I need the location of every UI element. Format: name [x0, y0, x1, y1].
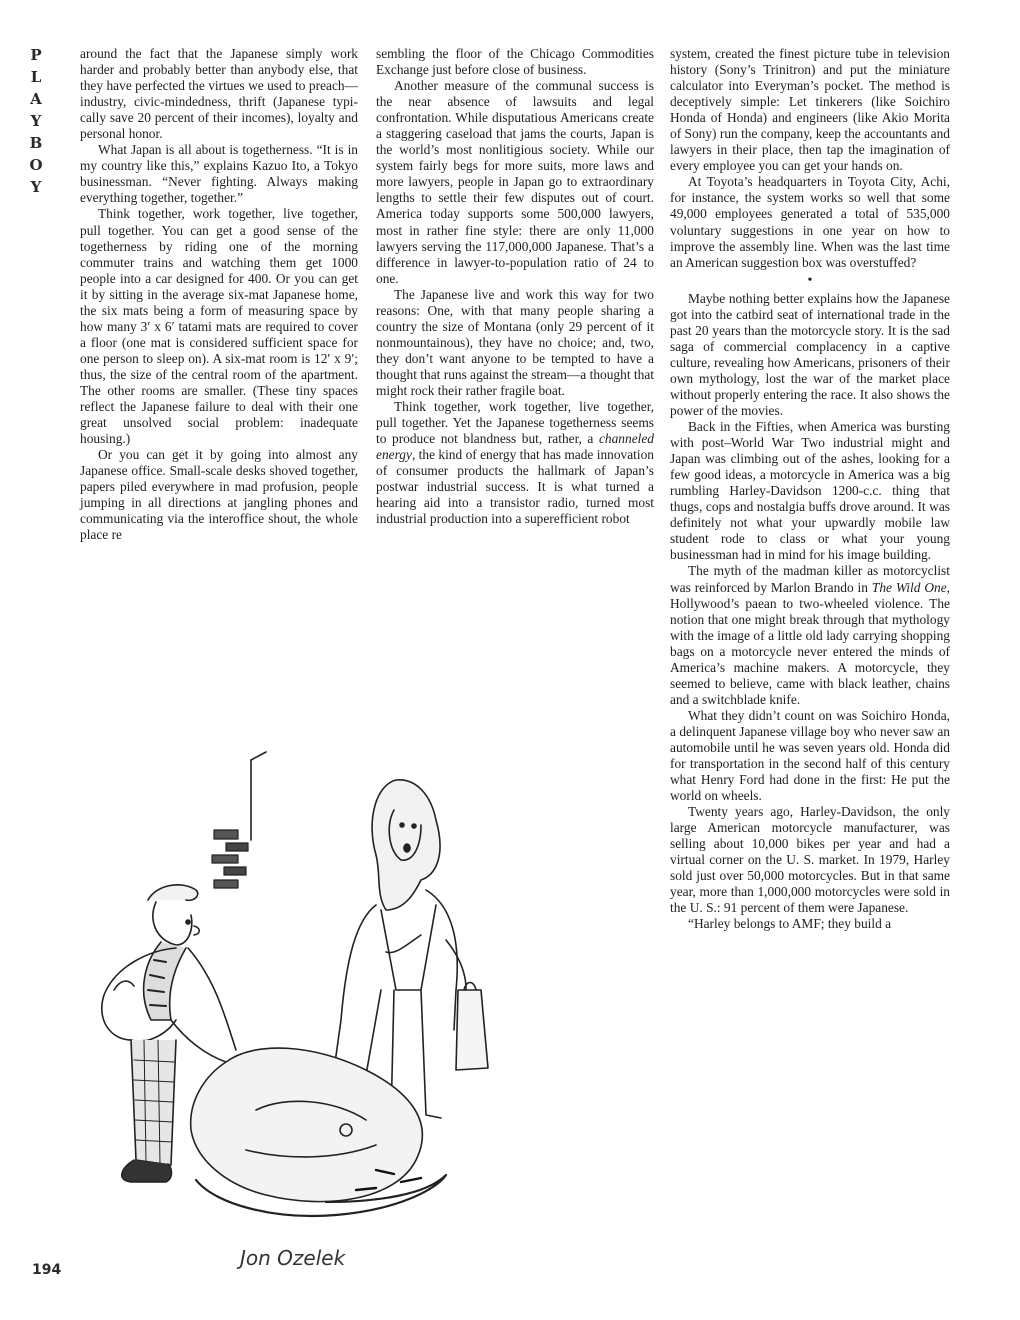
paragraph: system, created the finest picture tube in television history (Sony’s Trinitron) and put the miniature calculator into Everyman’s pocket. The method is deceptively simple: Let tinkerers (like Soichiro Honda of Honda) and engineers (like Akio Morita of Sony) run the company, keep the accountants and lawyers in their place, then tap the imagination of every employee you can get your hands on. [670, 46, 950, 174]
running-head-letter: B [29, 134, 43, 152]
paragraph: Or you can get it by going into almost any Japanese office. Small-scale desks shoved together, papers piled everywhere in mad profusion, people jumping in all directions at jangling phones and communicating via the interoffice shout, the whole place re [80, 447, 358, 543]
brick-wall [212, 830, 248, 888]
paragraph: Think together, work together, live together, pull together. You can get a good sense of the togetherness by riding one of the morning commuter trains and watching them get 1000 people into a car designed for 400. Or you can get it by sitting in the average six-mat Japanese home, the six mats being a form of measuring space by how many 3′ x 6′ tatami mats are required to cover a floor (one mat is considered sufficient space for one person to sleep on). A six-mat room is 12′ x 9′; thus, the size of the central room of the apartment. The other rooms are smaller. (These tiny spaces reflect the Japanese failure to deal with their one great unsolved social problem: inadequate housing.) [80, 206, 358, 447]
text-column-2 [376, 46, 654, 527]
paragraph: Another measure of the communal success is the near absence of lawsuits and legal confrontation. While disputatious Americans create a staggering caseload that jams the courts, Japan is the world’s most nonlitigious society. While our system fairly begs for more suits, more laws and more lawyers, people in Japan go to extraordinary lengths to settle their few disputes out of court. America today supports some 500,000 lawyers, most in rather fine style: there are only 11,000 lawyers serving the 117,000,000 Japanese. That’s a difference in lawyer-to-population ratio of 24 to one. [376, 78, 654, 286]
running-head-letter: A [30, 90, 42, 108]
running-head-letter: Y [30, 112, 42, 130]
cartoon-illustration [76, 690, 646, 1290]
paragraph: What Japan is all about is togetherness. “It is in my country like this,” explains Kazuo Ito, a Tokyo businessman. “Never fighting. Always making everything together, together.” [80, 142, 358, 206]
paragraph: The Japanese live and work this way for two reasons: One, with that many people sharing a country the size of Montana (only 29 percent of it nonmountainous), they have no choice; and, two, they don’t want anyone to be tempted to have a thought that runs against the stream—a thought that might rock their rather fragile boat. [376, 286, 654, 398]
artist-signature: Jon Ozelek [240, 1246, 346, 1270]
paragraph: sembling the floor of the Chicago Commodities Exchange just before close of business. [376, 46, 654, 78]
section-break: • [807, 272, 813, 288]
running-head-letter: Y [30, 178, 42, 196]
paragraph: What they didn’t count on was Soichiro Honda, a delinquent Japanese village boy who never saw an automobile until he was seven years old. Honda did for transportation in the second half of this century what Henry Ford had done in the first: He put the world on wheels. [670, 707, 950, 804]
paragraph: Maybe nothing better explains how the Japanese got into the catbird seat of international trade in the past 20 years than the motorcycle story. It is the sad saga of commercial complacency in a captive culture, revealing how Americans, prisoners of their own mythology, lost the war of the market place without properly entering the race. It also shows the power of the movies. [670, 290, 950, 418]
paragraph: “Harley belongs to AMF; they build a [688, 916, 892, 932]
text-column-1 [80, 46, 358, 543]
paragraph: Think together, work together, live together, pull together. Yet the Japanese togetherness seems to produce not blandness but, rather, a channeled energy, the kind of energy that has made innovation of consumer products the hallmark of Japan’s postwar industrial success. It is what turned a hearing aid into a transistor radio, turned most industrial production into a superefficient robot [376, 399, 654, 527]
paragraph: The myth of the madman killer as motorcyclist was reinforced by Marlon Brando in The Wild One, Hollywood’s paean to two-wheeled violence. The notion that one might break through that mythology with the image of a little old lady carrying shopping bags on a motorcycle never entered the minds of America’s machine makers. A motorcycle, they seemed to believe, came with black leather, chains and a switchblade knife. [670, 563, 950, 707]
page-number: 194 [32, 1262, 62, 1278]
running-head-letter: O [29, 156, 43, 174]
running-head-letter: L [30, 68, 42, 86]
running-head-letter: P [30, 46, 42, 64]
paragraph: Back in the Fifties, when America was bursting with post–World War Two industrial might and Japan was climbing out of the ashes, looking for a few good ideas, a motorcycle in America was a big rumbling Harley-Davidson 1200-c.c. thing that thugs, cops and nostalgia buffs drove around. It was definitely not what your upwardly mobile law student rode to class or what your young businessman had in mind for his image building. [670, 419, 950, 563]
paragraph: around the fact that the Japanese simply work harder and probably better than anybody else, that they have perfected the virtues we used to preach—industry, civic-mindedness, thrift (Japanese typically save 20 percent of their incomes), loyalty and personal honor. [80, 46, 358, 142]
text-column-3 [670, 46, 950, 933]
running-head [28, 44, 44, 198]
paragraph: At Toyota’s headquarters in Toyota City, Achi, for instance, the system works so well that some 49,000 employees generated a total of 535,000 voluntary suggestions in one year on how to improve the assembly line. When was the last time an American suggestion box was overstuffed? [670, 174, 950, 270]
paragraph: Twenty years ago, Harley-Davidson, the only large American motorcycle manufacturer, was selling about 10,000 bikes per year and had a virtual corner on the U. S. market. In 1979, Harley sold just over 50,000 motorcycles. But in that same year, more than 1,000,000 motorcycles were sold in the U. S.: 91 percent of them were Japanese. [670, 804, 950, 916]
